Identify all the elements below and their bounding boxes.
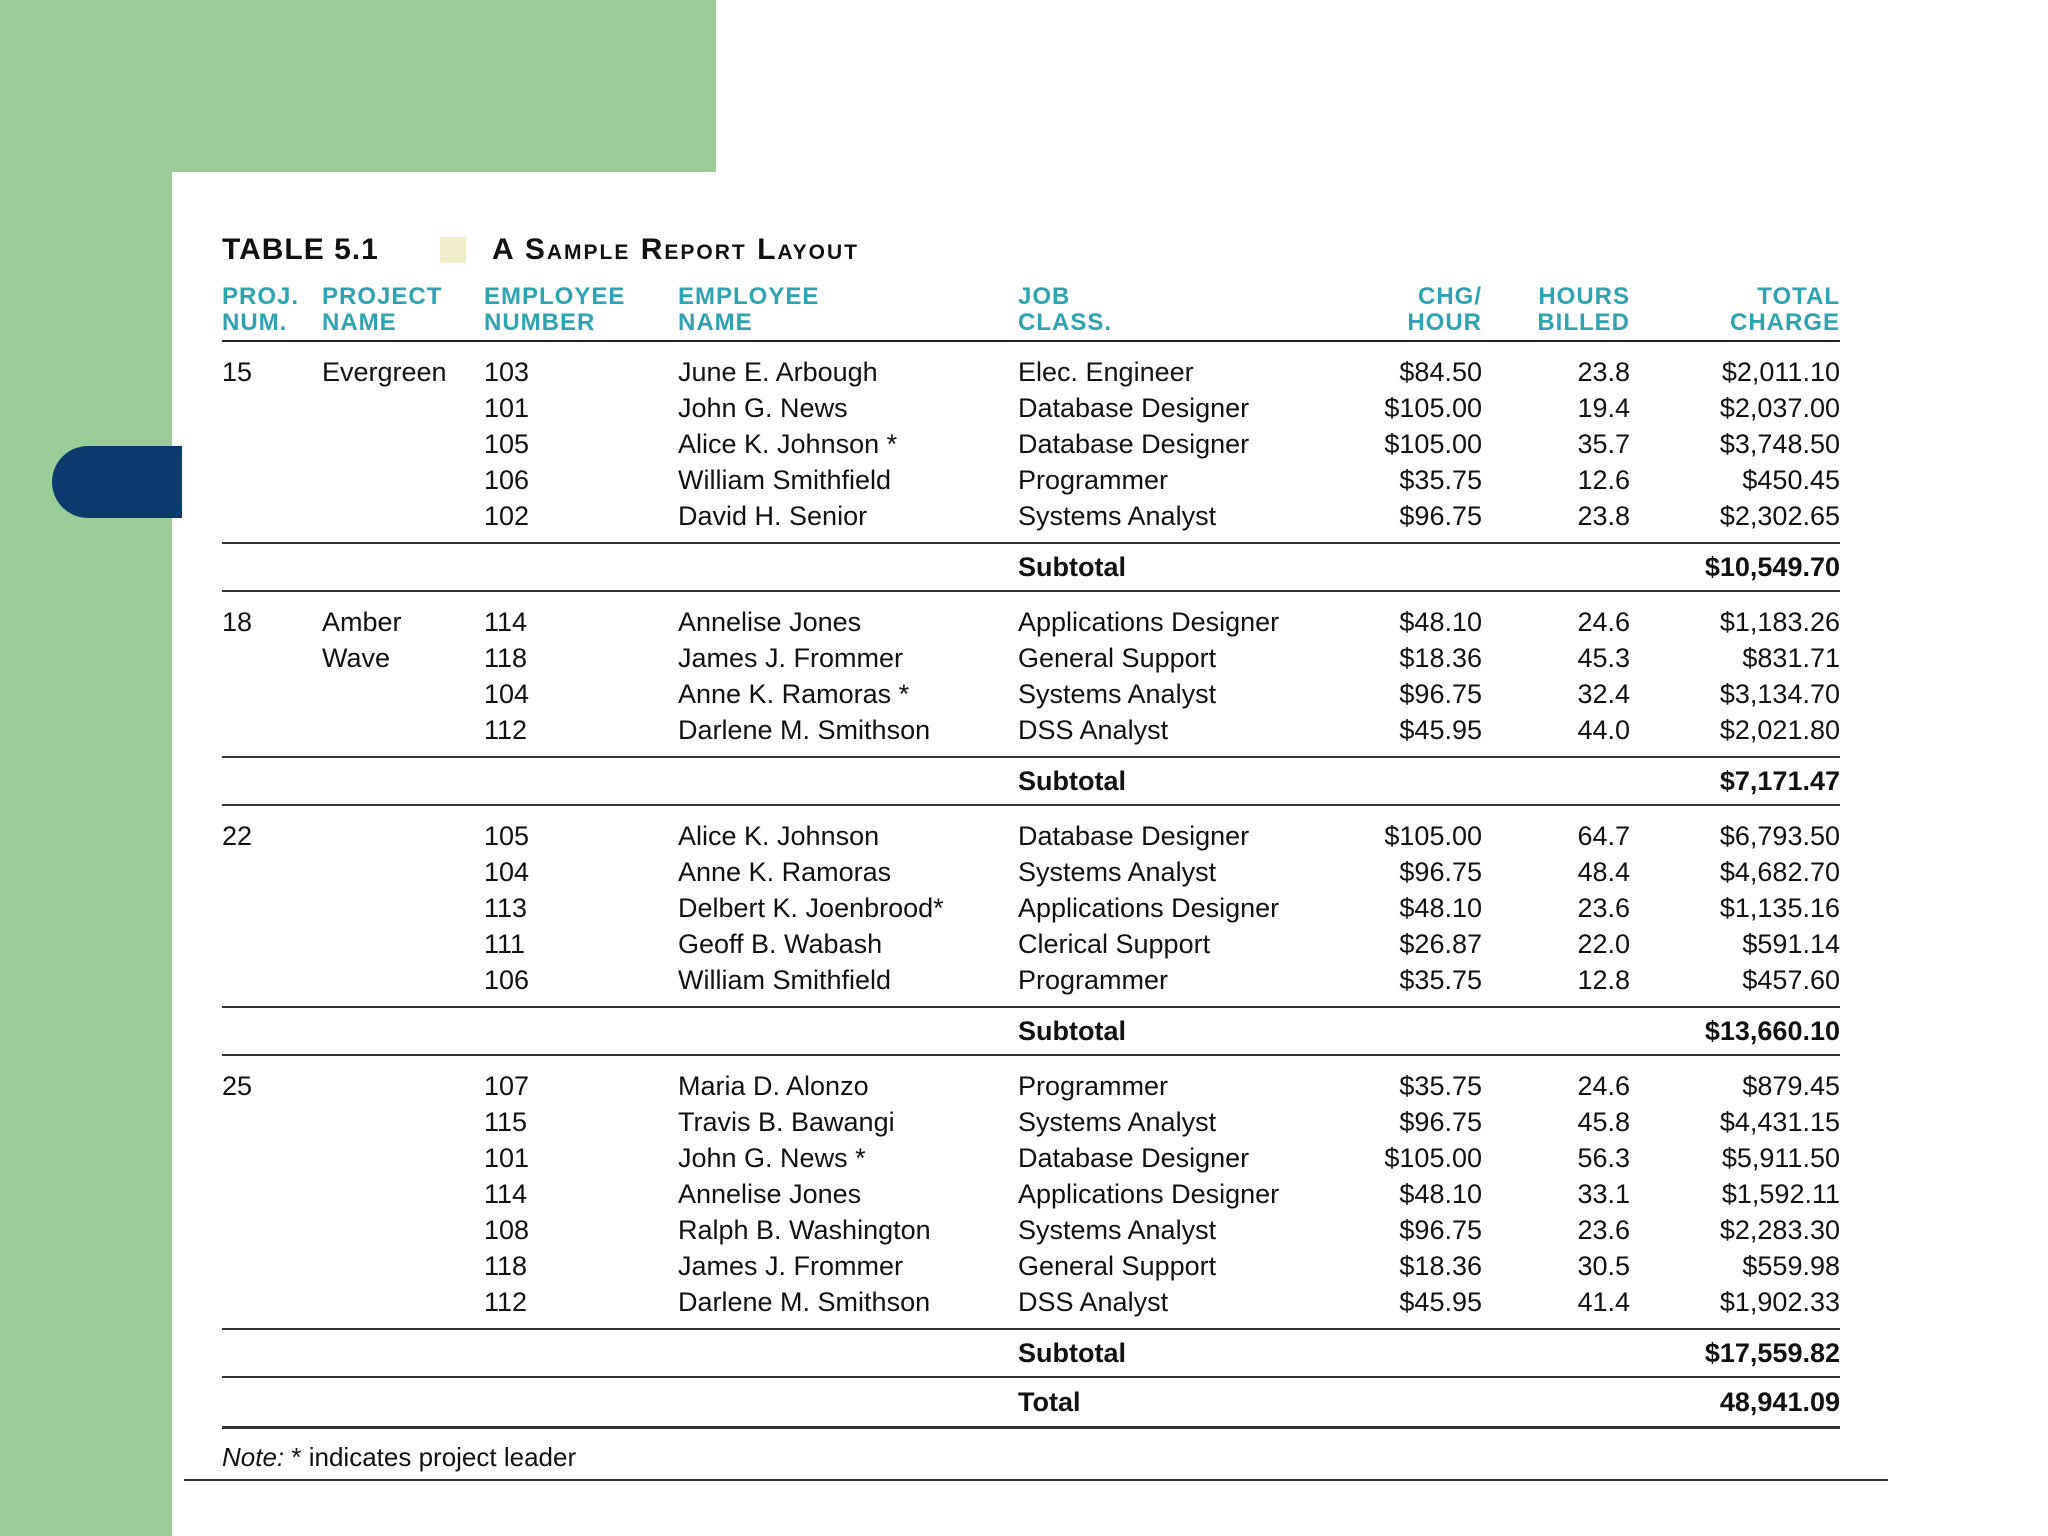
empty-cell xyxy=(322,1007,484,1055)
empty-cell xyxy=(322,543,484,591)
employee-name-cell: James J. Frommer xyxy=(678,643,904,673)
empty-cell xyxy=(1364,1377,1482,1428)
proj-num-cell xyxy=(222,498,322,543)
total-charge-cell: $2,021.80 xyxy=(1719,715,1840,745)
chg-hour-cell: $105.00 xyxy=(1384,429,1482,459)
table-row xyxy=(222,498,1840,543)
empty-cell xyxy=(484,757,678,805)
hours-billed-cell: 23.6 xyxy=(1577,1215,1630,1245)
empty-cell xyxy=(1482,1007,1630,1055)
proj-num-cell: 25 xyxy=(222,1071,253,1101)
job-class-cell: Programmer xyxy=(1018,465,1169,495)
hours-billed-cell: 12.8 xyxy=(1577,965,1630,995)
total-label: Total xyxy=(1018,1377,1364,1428)
employee-number-cell: 102 xyxy=(484,501,530,531)
chg-hour-cell: $48.10 xyxy=(1399,607,1482,637)
total-charge-cell: $2,302.65 xyxy=(1719,501,1840,531)
project-name-cell xyxy=(322,712,484,757)
table-note xyxy=(184,1435,1888,1481)
employee-number-cell: 103 xyxy=(484,357,530,387)
empty-cell xyxy=(222,543,322,591)
total-charge-cell: $3,748.50 xyxy=(1719,429,1840,459)
empty-cell xyxy=(484,1377,678,1428)
job-class-cell: Database Designer xyxy=(1018,429,1250,459)
job-class-cell: Programmer xyxy=(1018,1071,1169,1101)
chg-hour-cell: $105.00 xyxy=(1384,1143,1482,1173)
job-class-cell: Applications Designer xyxy=(1018,893,1280,923)
hours-billed-cell: 24.6 xyxy=(1577,607,1630,637)
hours-billed-cell: 44.0 xyxy=(1577,715,1630,745)
hours-billed-cell: 23.6 xyxy=(1577,893,1630,923)
employee-name-cell: Ralph B. Washington xyxy=(678,1215,931,1245)
job-class-cell: Database Designer xyxy=(1018,393,1250,423)
employee-number-cell: 118 xyxy=(484,643,528,673)
chg-hour-cell: $45.95 xyxy=(1399,715,1482,745)
job-class-cell: Applications Designer xyxy=(1018,607,1280,637)
employee-name-cell: William Smithfield xyxy=(678,965,892,995)
table-body xyxy=(222,341,1840,1428)
table-row xyxy=(222,1284,1840,1329)
header-project-name: PROJECT NAME xyxy=(322,284,484,341)
table-row xyxy=(222,1055,1840,1104)
hours-billed-cell: 30.5 xyxy=(1577,1251,1630,1281)
project-name-cell xyxy=(322,1055,484,1104)
subtotal-value: $17,559.82 xyxy=(1630,1329,1840,1377)
employee-number-cell: 118 xyxy=(484,1251,528,1281)
project-name-cell: Amber xyxy=(322,607,402,637)
subtotal-row xyxy=(222,757,1840,805)
table-row xyxy=(222,640,1840,676)
employee-number-cell: 115 xyxy=(484,1107,528,1137)
empty-cell xyxy=(222,1329,322,1377)
subtotal-label: Subtotal xyxy=(1018,543,1364,591)
employee-name-cell: Alice K. Johnson * xyxy=(678,429,898,459)
project-name-cell xyxy=(322,1284,484,1329)
hours-billed-cell: 23.8 xyxy=(1577,357,1630,387)
employee-name-cell: Anne K. Ramoras xyxy=(678,857,892,887)
empty-cell xyxy=(222,1377,322,1428)
total-charge-cell: $1,135.16 xyxy=(1719,893,1840,923)
employee-number-cell: 104 xyxy=(484,679,530,709)
table-row xyxy=(222,805,1840,854)
project-name-cell xyxy=(322,390,484,426)
total-charge-cell: $831.71 xyxy=(1742,643,1840,673)
employee-name-cell: Travis B. Bawangi xyxy=(678,1107,895,1137)
employee-number-cell: 104 xyxy=(484,857,530,887)
table-row xyxy=(222,1176,1840,1212)
proj-num-cell xyxy=(222,1104,322,1140)
total-charge-cell: $2,037.00 xyxy=(1719,393,1840,423)
table-row xyxy=(222,341,1840,390)
chg-hour-cell: $48.10 xyxy=(1399,893,1482,923)
total-charge-cell: $5,911.50 xyxy=(1721,1143,1840,1173)
proj-num-cell xyxy=(222,854,322,890)
proj-num-cell xyxy=(222,712,322,757)
employee-name-cell: Maria D. Alonzo xyxy=(678,1071,869,1101)
job-class-cell: Systems Analyst xyxy=(1018,1215,1217,1245)
total-charge-cell: $1,183.26 xyxy=(1719,607,1840,637)
project-name-cell: Evergreen xyxy=(322,357,447,387)
employee-name-cell: Anne K. Ramoras * xyxy=(678,679,910,709)
total-row xyxy=(222,1377,1840,1428)
proj-num-cell xyxy=(222,390,322,426)
job-class-cell: DSS Analyst xyxy=(1018,1287,1169,1317)
empty-cell xyxy=(678,1377,1018,1428)
empty-cell xyxy=(484,543,678,591)
hours-billed-cell: 48.4 xyxy=(1577,857,1630,887)
project-name-cell xyxy=(322,426,484,462)
header-employee-name: EMPLOYEE NAME xyxy=(678,284,1018,341)
job-class-cell: General Support xyxy=(1018,1251,1217,1281)
empty-cell xyxy=(484,1007,678,1055)
chg-hour-cell: $96.75 xyxy=(1399,857,1482,887)
empty-cell xyxy=(1364,1329,1482,1377)
employee-name-cell: Geoff B. Wabash xyxy=(678,929,883,959)
table-row xyxy=(222,462,1840,498)
table-row xyxy=(222,1212,1840,1248)
employee-number-cell: 114 xyxy=(484,607,528,637)
employee-name-cell: Alice K. Johnson xyxy=(678,821,880,851)
table-number: TABLE 5.1 xyxy=(222,233,379,266)
chg-hour-cell: $35.75 xyxy=(1399,965,1482,995)
table-row xyxy=(222,1140,1840,1176)
empty-cell xyxy=(222,757,322,805)
table-header-row xyxy=(222,284,1840,341)
project-name-cell xyxy=(322,462,484,498)
table-row xyxy=(222,426,1840,462)
employee-name-cell: William Smithfield xyxy=(678,465,892,495)
empty-cell xyxy=(1482,757,1630,805)
total-charge-cell: $3,134.70 xyxy=(1719,679,1840,709)
employee-number-cell: 106 xyxy=(484,965,530,995)
project-name-cell xyxy=(322,962,484,1007)
empty-cell xyxy=(484,1329,678,1377)
chg-hour-cell: $35.75 xyxy=(1399,465,1482,495)
employee-name-cell: John G. News xyxy=(678,393,848,423)
empty-cell xyxy=(322,1329,484,1377)
job-class-cell: Systems Analyst xyxy=(1018,501,1217,531)
green-background-side xyxy=(0,0,172,1536)
job-class-cell: Systems Analyst xyxy=(1018,857,1217,887)
job-class-cell: Programmer xyxy=(1018,965,1169,995)
project-name-cell xyxy=(322,1140,484,1176)
table-row xyxy=(222,890,1840,926)
header-proj-num: PROJ. NUM. xyxy=(222,284,322,341)
job-class-cell: DSS Analyst xyxy=(1018,715,1169,745)
chg-hour-cell: $48.10 xyxy=(1399,1179,1482,1209)
project-name-cell xyxy=(322,676,484,712)
job-class-cell: Applications Designer xyxy=(1018,1179,1280,1209)
employee-name-cell: Annelise Jones xyxy=(678,607,862,637)
employee-number-cell: 108 xyxy=(484,1215,530,1245)
proj-num-cell xyxy=(222,1140,322,1176)
table-row xyxy=(222,1248,1840,1284)
hours-billed-cell: 45.3 xyxy=(1577,643,1630,673)
proj-num-cell xyxy=(222,962,322,1007)
empty-cell xyxy=(1482,543,1630,591)
chg-hour-cell: $35.75 xyxy=(1399,1071,1482,1101)
employee-name-cell: Delbert K. Joenbrood* xyxy=(678,893,944,923)
title-swatch-icon xyxy=(440,237,466,263)
hours-billed-cell: 22.0 xyxy=(1577,929,1630,959)
employee-number-cell: 112 xyxy=(484,1287,528,1317)
subtotal-label: Subtotal xyxy=(1018,757,1364,805)
empty-cell xyxy=(1482,1377,1630,1428)
report-table xyxy=(222,284,1840,1429)
employee-name-cell: Annelise Jones xyxy=(678,1179,862,1209)
table-row xyxy=(222,854,1840,890)
empty-cell xyxy=(1482,1329,1630,1377)
job-class-cell: General Support xyxy=(1018,643,1217,673)
job-class-cell: Systems Analyst xyxy=(1018,1107,1217,1137)
total-charge-cell: $2,011.10 xyxy=(1721,357,1840,387)
total-charge-cell: $879.45 xyxy=(1742,1071,1840,1101)
employee-number-cell: 107 xyxy=(484,1071,530,1101)
header-chg-hour: CHG/ HOUR xyxy=(1364,284,1482,341)
proj-num-cell xyxy=(222,1284,322,1329)
hours-billed-cell: 32.4 xyxy=(1577,679,1630,709)
chg-hour-cell: $96.75 xyxy=(1399,679,1482,709)
table-row xyxy=(222,926,1840,962)
proj-num-cell xyxy=(222,1248,322,1284)
header-employee-number: EMPLOYEE NUMBER xyxy=(484,284,678,341)
chg-hour-cell: $45.95 xyxy=(1399,1287,1482,1317)
proj-num-cell xyxy=(222,640,322,676)
chg-hour-cell: $105.00 xyxy=(1384,821,1482,851)
subtotal-value: $7,171.47 xyxy=(1630,757,1840,805)
employee-name-cell: David H. Senior xyxy=(678,501,868,531)
hours-billed-cell: 24.6 xyxy=(1577,1071,1630,1101)
proj-num-cell xyxy=(222,426,322,462)
empty-cell xyxy=(322,757,484,805)
project-name-cell: Wave xyxy=(322,643,391,673)
total-charge-cell: $457.60 xyxy=(1742,965,1840,995)
employee-number-cell: 101 xyxy=(484,1143,530,1173)
chg-hour-cell: $96.75 xyxy=(1399,501,1482,531)
table-row xyxy=(222,1104,1840,1140)
total-charge-cell: $1,592.11 xyxy=(1721,1179,1840,1209)
proj-num-cell xyxy=(222,1176,322,1212)
job-class-cell: Database Designer xyxy=(1018,1143,1250,1173)
total-value: 48,941.09 xyxy=(1630,1377,1840,1428)
job-class-cell: Clerical Support xyxy=(1018,929,1211,959)
proj-num-cell xyxy=(222,676,322,712)
project-name-cell xyxy=(322,1248,484,1284)
proj-num-cell xyxy=(222,1212,322,1248)
table-row xyxy=(222,712,1840,757)
header-total-charge: TOTAL CHARGE xyxy=(1630,284,1840,341)
job-class-cell: Systems Analyst xyxy=(1018,679,1217,709)
subtotal-row xyxy=(222,1007,1840,1055)
employee-number-cell: 105 xyxy=(484,429,530,459)
header-hours-billed: HOURS BILLED xyxy=(1482,284,1630,341)
empty-cell xyxy=(1364,757,1482,805)
empty-cell xyxy=(678,543,1018,591)
table-row xyxy=(222,591,1840,640)
subtotal-label: Subtotal xyxy=(1018,1329,1364,1377)
job-class-cell: Database Designer xyxy=(1018,821,1250,851)
subtotal-value: $10,549.70 xyxy=(1630,543,1840,591)
hours-billed-cell: 45.8 xyxy=(1577,1107,1630,1137)
employee-number-cell: 114 xyxy=(484,1179,528,1209)
note-label: Note: xyxy=(222,1442,285,1472)
chg-hour-cell: $84.50 xyxy=(1399,357,1482,387)
chg-hour-cell: $96.75 xyxy=(1399,1215,1482,1245)
empty-cell xyxy=(678,757,1018,805)
table-row xyxy=(222,390,1840,426)
subtotal-value: $13,660.10 xyxy=(1630,1007,1840,1055)
blue-pill-decoration xyxy=(52,446,182,518)
project-name-cell xyxy=(322,1212,484,1248)
table-row xyxy=(222,676,1840,712)
employee-name-cell: Darlene M. Smithson xyxy=(678,715,931,745)
employee-number-cell: 113 xyxy=(484,893,528,923)
proj-num-cell: 18 xyxy=(222,607,253,637)
employee-number-cell: 112 xyxy=(484,715,528,745)
table-row xyxy=(222,962,1840,1007)
hours-billed-cell: 23.8 xyxy=(1577,501,1630,531)
empty-cell xyxy=(222,1007,322,1055)
project-name-cell xyxy=(322,926,484,962)
employee-name-cell: James J. Frommer xyxy=(678,1251,904,1281)
employee-number-cell: 106 xyxy=(484,465,530,495)
note-text: * indicates project leader xyxy=(291,1442,577,1472)
subtotal-row xyxy=(222,1329,1840,1377)
employee-name-cell: June E. Arbough xyxy=(678,357,878,387)
empty-cell xyxy=(322,1377,484,1428)
chg-hour-cell: $26.87 xyxy=(1399,929,1482,959)
empty-cell xyxy=(678,1329,1018,1377)
header-job-class: JOB CLASS. xyxy=(1018,284,1364,341)
hours-billed-cell: 35.7 xyxy=(1577,429,1630,459)
employee-number-cell: 105 xyxy=(484,821,530,851)
employee-number-cell: 111 xyxy=(484,929,526,959)
report-document xyxy=(222,226,1850,1481)
chg-hour-cell: $96.75 xyxy=(1399,1107,1482,1137)
total-charge-cell: $450.45 xyxy=(1742,465,1840,495)
employee-name-cell: Darlene M. Smithson xyxy=(678,1287,931,1317)
project-name-cell xyxy=(322,1104,484,1140)
project-name-cell xyxy=(322,498,484,543)
hours-billed-cell: 64.7 xyxy=(1577,821,1630,851)
total-charge-cell: $6,793.50 xyxy=(1719,821,1840,851)
subtotal-label: Subtotal xyxy=(1018,1007,1364,1055)
hours-billed-cell: 33.1 xyxy=(1577,1179,1630,1209)
hours-billed-cell: 56.3 xyxy=(1577,1143,1630,1173)
proj-num-cell xyxy=(222,462,322,498)
empty-cell xyxy=(1364,1007,1482,1055)
total-charge-cell: $591.14 xyxy=(1742,929,1840,959)
total-charge-cell: $4,682.70 xyxy=(1719,857,1840,887)
total-charge-cell: $559.98 xyxy=(1742,1251,1840,1281)
project-name-cell xyxy=(322,890,484,926)
empty-cell xyxy=(1364,543,1482,591)
job-class-cell: Elec. Engineer xyxy=(1018,357,1194,387)
hours-billed-cell: 12.6 xyxy=(1577,465,1630,495)
total-charge-cell: $2,283.30 xyxy=(1719,1215,1840,1245)
chg-hour-cell: $18.36 xyxy=(1399,643,1482,673)
hours-billed-cell: 19.4 xyxy=(1577,393,1630,423)
project-name-cell xyxy=(322,854,484,890)
table-title-text: A Sample Report Layout xyxy=(492,233,859,266)
employee-number-cell: 101 xyxy=(484,393,530,423)
subtotal-row xyxy=(222,543,1840,591)
chg-hour-cell: $18.36 xyxy=(1399,1251,1482,1281)
empty-cell xyxy=(678,1007,1018,1055)
total-charge-cell: $4,431.15 xyxy=(1719,1107,1840,1137)
hours-billed-cell: 41.4 xyxy=(1577,1287,1630,1317)
proj-num-cell xyxy=(222,890,322,926)
project-name-cell xyxy=(322,1176,484,1212)
project-name-cell xyxy=(322,805,484,854)
proj-num-cell xyxy=(222,926,322,962)
total-charge-cell: $1,902.33 xyxy=(1719,1287,1840,1317)
employee-name-cell: John G. News * xyxy=(678,1143,866,1173)
chg-hour-cell: $105.00 xyxy=(1384,393,1482,423)
table-title xyxy=(222,226,1850,274)
proj-num-cell: 15 xyxy=(222,357,253,387)
proj-num-cell: 22 xyxy=(222,821,253,851)
